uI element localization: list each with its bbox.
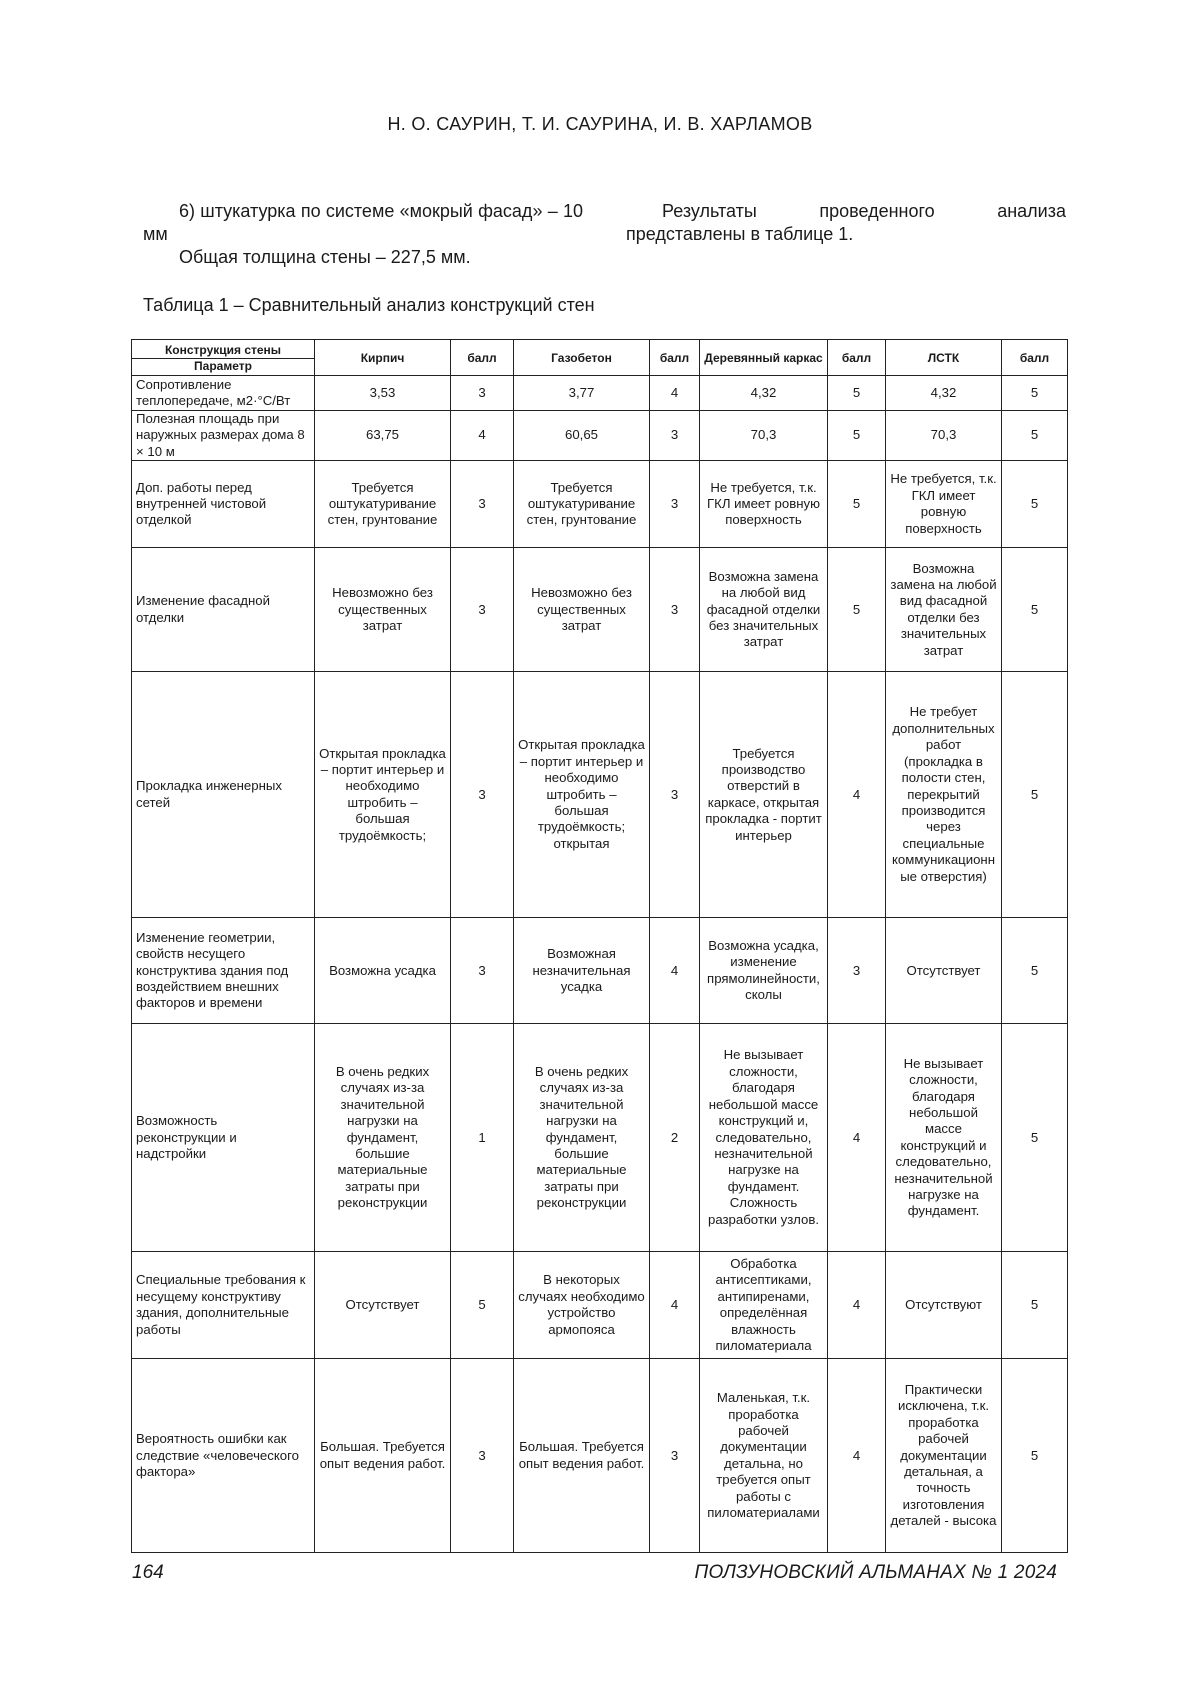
value-cell: 3,53: [315, 376, 451, 411]
table-caption: Таблица 1 – Сравнительный анализ конструкций стен: [143, 295, 595, 315]
column-header-score: балл: [650, 340, 700, 376]
score-cell: 3: [451, 461, 514, 548]
score-cell: 4: [650, 376, 700, 411]
table-header-row: [132, 340, 1068, 376]
value-cell: Требуется оштукатуривание стен, грунтование: [514, 461, 650, 548]
value-cell: Не вызывает сложности, благодаря небольшой массе конструкций и, следовательно, незначительной нагрузке на фундамент. Сложность разработки узлов.: [700, 1024, 828, 1252]
value-cell: Требуется оштукатуривание стен, грунтование: [315, 461, 451, 548]
value-cell: Не требует дополнительных работ (прокладка в полости стен, перекрытий производится через специальные коммуникационные отверстия): [886, 672, 1002, 918]
column-header-aerated-concrete: Газобетон: [514, 340, 650, 376]
table-row: [132, 461, 1068, 548]
value-cell: Не вызывает сложности, благодаря небольшой массе конструкций и следовательно, незначительной нагрузке на фундамент.: [886, 1024, 1002, 1252]
table-row: [132, 1252, 1068, 1359]
score-cell: 1: [451, 1024, 514, 1252]
score-cell: 5: [828, 376, 886, 411]
score-cell: 3: [650, 1359, 700, 1553]
value-cell: В очень редких случаях из-за значительной нагрузки на фундамент, большие материальные затраты при реконструкции: [514, 1024, 650, 1252]
corner-parameter-label: Параметр: [194, 358, 252, 373]
value-cell: Обработка антисептиками, антипиренами, определённая влажность пиломатериала: [700, 1252, 828, 1359]
table-row: [132, 1359, 1068, 1553]
value-cell: Открытая прокладка – портит интерьер и необходимо штробить – большая трудоёмкость;: [315, 672, 451, 918]
table-row: [132, 672, 1068, 918]
value-cell: Открытая прокладка – портит интерьер и необходимо штробить – большая трудоёмкость; открытая: [514, 672, 650, 918]
left-paragraph-2: Общая толщина стены – 227,5 мм.: [179, 247, 471, 267]
parameter-cell: Изменение геометрии, свойств несущего конструктива здания под воздействием внешних факторов и времени: [132, 918, 315, 1024]
parameter-cell: Возможность реконструкции и надстройки: [132, 1024, 315, 1252]
value-cell: Большая. Требуется опыт ведения работ.: [514, 1359, 650, 1553]
comparison-table: [131, 339, 1068, 1553]
parameter-cell: Сопротивление теплопередаче, м2·°С/Вт: [132, 376, 315, 411]
value-cell: Практически исключена, т.к. проработка рабочей документации детальная, а точность изготовления деталей - высока: [886, 1359, 1002, 1553]
corner-header-cell: [132, 340, 315, 376]
value-cell: Невозможно без существенных затрат: [514, 548, 650, 672]
score-cell: 5: [1002, 411, 1068, 461]
value-cell: Не требуется, т.к. ГКЛ имеет ровную поверхность: [886, 461, 1002, 548]
value-cell: 60,65: [514, 411, 650, 461]
value-cell: 4,32: [886, 376, 1002, 411]
table-row: [132, 548, 1068, 672]
score-cell: 4: [828, 1252, 886, 1359]
right-paragraph-1: Результаты проведенного анализа представлены в таблице 1.: [626, 201, 1066, 244]
score-cell: 5: [828, 461, 886, 548]
score-cell: 3: [451, 1359, 514, 1553]
score-cell: 5: [1002, 1252, 1068, 1359]
column-header-wood-frame: Деревянный каркас: [700, 340, 828, 376]
table-row: [132, 1024, 1068, 1252]
value-cell: Требуется производство отверстий в каркасе, открытая прокладка - портит интерьер: [700, 672, 828, 918]
column-header-score: балл: [828, 340, 886, 376]
value-cell: Возможна усадка: [315, 918, 451, 1024]
score-cell: 5: [1002, 918, 1068, 1024]
score-cell: 5: [451, 1252, 514, 1359]
score-cell: 5: [828, 411, 886, 461]
value-cell: В некоторых случаях необходимо устройство армопояса: [514, 1252, 650, 1359]
value-cell: Маленькая, т.к. проработка рабочей документации детальна, но требуется опыт работы с пиломатериалами: [700, 1359, 828, 1553]
table-row: [132, 918, 1068, 1024]
column-header-score: балл: [451, 340, 514, 376]
value-cell: В очень редких случаях из-за значительной нагрузки на фундамент, большие материальные затраты при реконструкции: [315, 1024, 451, 1252]
right-column: [626, 200, 1066, 246]
score-cell: 5: [828, 548, 886, 672]
score-cell: 3: [650, 411, 700, 461]
score-cell: 4: [828, 672, 886, 918]
score-cell: 2: [650, 1024, 700, 1252]
value-cell: Возможна усадка, изменение прямолинейности, сколы: [700, 918, 828, 1024]
parameter-cell: Специальные требования к несущему конструктиву здания, дополнительные работы: [132, 1252, 315, 1359]
score-cell: 3: [451, 672, 514, 918]
score-cell: 3: [650, 461, 700, 548]
value-cell: 4,32: [700, 376, 828, 411]
running-header: Н. О. САУРИН, Т. И. САУРИНА, И. В. ХАРЛАМОВ: [387, 114, 813, 134]
parameter-cell: Прокладка инженерных сетей: [132, 672, 315, 918]
score-cell: 4: [650, 918, 700, 1024]
score-cell: 4: [451, 411, 514, 461]
score-cell: 3: [828, 918, 886, 1024]
value-cell: Отсутствуют: [886, 1252, 1002, 1359]
value-cell: 70,3: [886, 411, 1002, 461]
value-cell: 63,75: [315, 411, 451, 461]
score-cell: 5: [1002, 461, 1068, 548]
score-cell: 4: [650, 1252, 700, 1359]
score-cell: 4: [828, 1024, 886, 1252]
left-paragraph-1: 6) штукатурка по системе «мокрый фасад» – 10 мм: [143, 201, 583, 244]
score-cell: 5: [1002, 548, 1068, 672]
column-header-score: балл: [1002, 340, 1068, 376]
score-cell: 4: [828, 1359, 886, 1553]
table-row: [132, 411, 1068, 461]
value-cell: Возможная незначительная усадка: [514, 918, 650, 1024]
value-cell: Отсутствует: [886, 918, 1002, 1024]
value-cell: 70,3: [700, 411, 828, 461]
left-column: [143, 200, 583, 269]
value-cell: Не требуется, т.к. ГКЛ имеет ровную поверхность: [700, 461, 828, 548]
score-cell: 5: [1002, 376, 1068, 411]
value-cell: 3,77: [514, 376, 650, 411]
corner-construction-label: Конструкция стены: [132, 343, 314, 359]
value-cell: Большая. Требуется опыт ведения работ.: [315, 1359, 451, 1553]
score-cell: 5: [1002, 672, 1068, 918]
parameter-cell: Доп. работы перед внутренней чистовой отделкой: [132, 461, 315, 548]
column-header-lstk: ЛСТК: [886, 340, 1002, 376]
score-cell: 3: [451, 548, 514, 672]
value-cell: Отсутствует: [315, 1252, 451, 1359]
score-cell: 5: [1002, 1359, 1068, 1553]
column-header-brick: Кирпич: [315, 340, 451, 376]
value-cell: Возможна замена на любой вид фасадной отделки без значительных затрат: [700, 548, 828, 672]
score-cell: 3: [451, 376, 514, 411]
parameter-cell: Полезная площадь при наружных размерах дома 8 × 10 м: [132, 411, 315, 461]
parameter-cell: Вероятность ошибки как следствие «человеческого фактора»: [132, 1359, 315, 1553]
table-row: [132, 376, 1068, 411]
value-cell: Невозможно без существенных затрат: [315, 548, 451, 672]
page-number: 164: [132, 1562, 164, 1583]
score-cell: 3: [451, 918, 514, 1024]
parameter-cell: Изменение фасадной отделки: [132, 548, 315, 672]
journal-title: ПОЛЗУНОВСКИЙ АЛЬМАНАХ № 1 2024: [694, 1562, 1057, 1583]
score-cell: 3: [650, 548, 700, 672]
table-body: [132, 376, 1068, 1553]
score-cell: 5: [1002, 1024, 1068, 1252]
value-cell: Возможна замена на любой вид фасадной отделки без значительных затрат: [886, 548, 1002, 672]
score-cell: 3: [650, 672, 700, 918]
